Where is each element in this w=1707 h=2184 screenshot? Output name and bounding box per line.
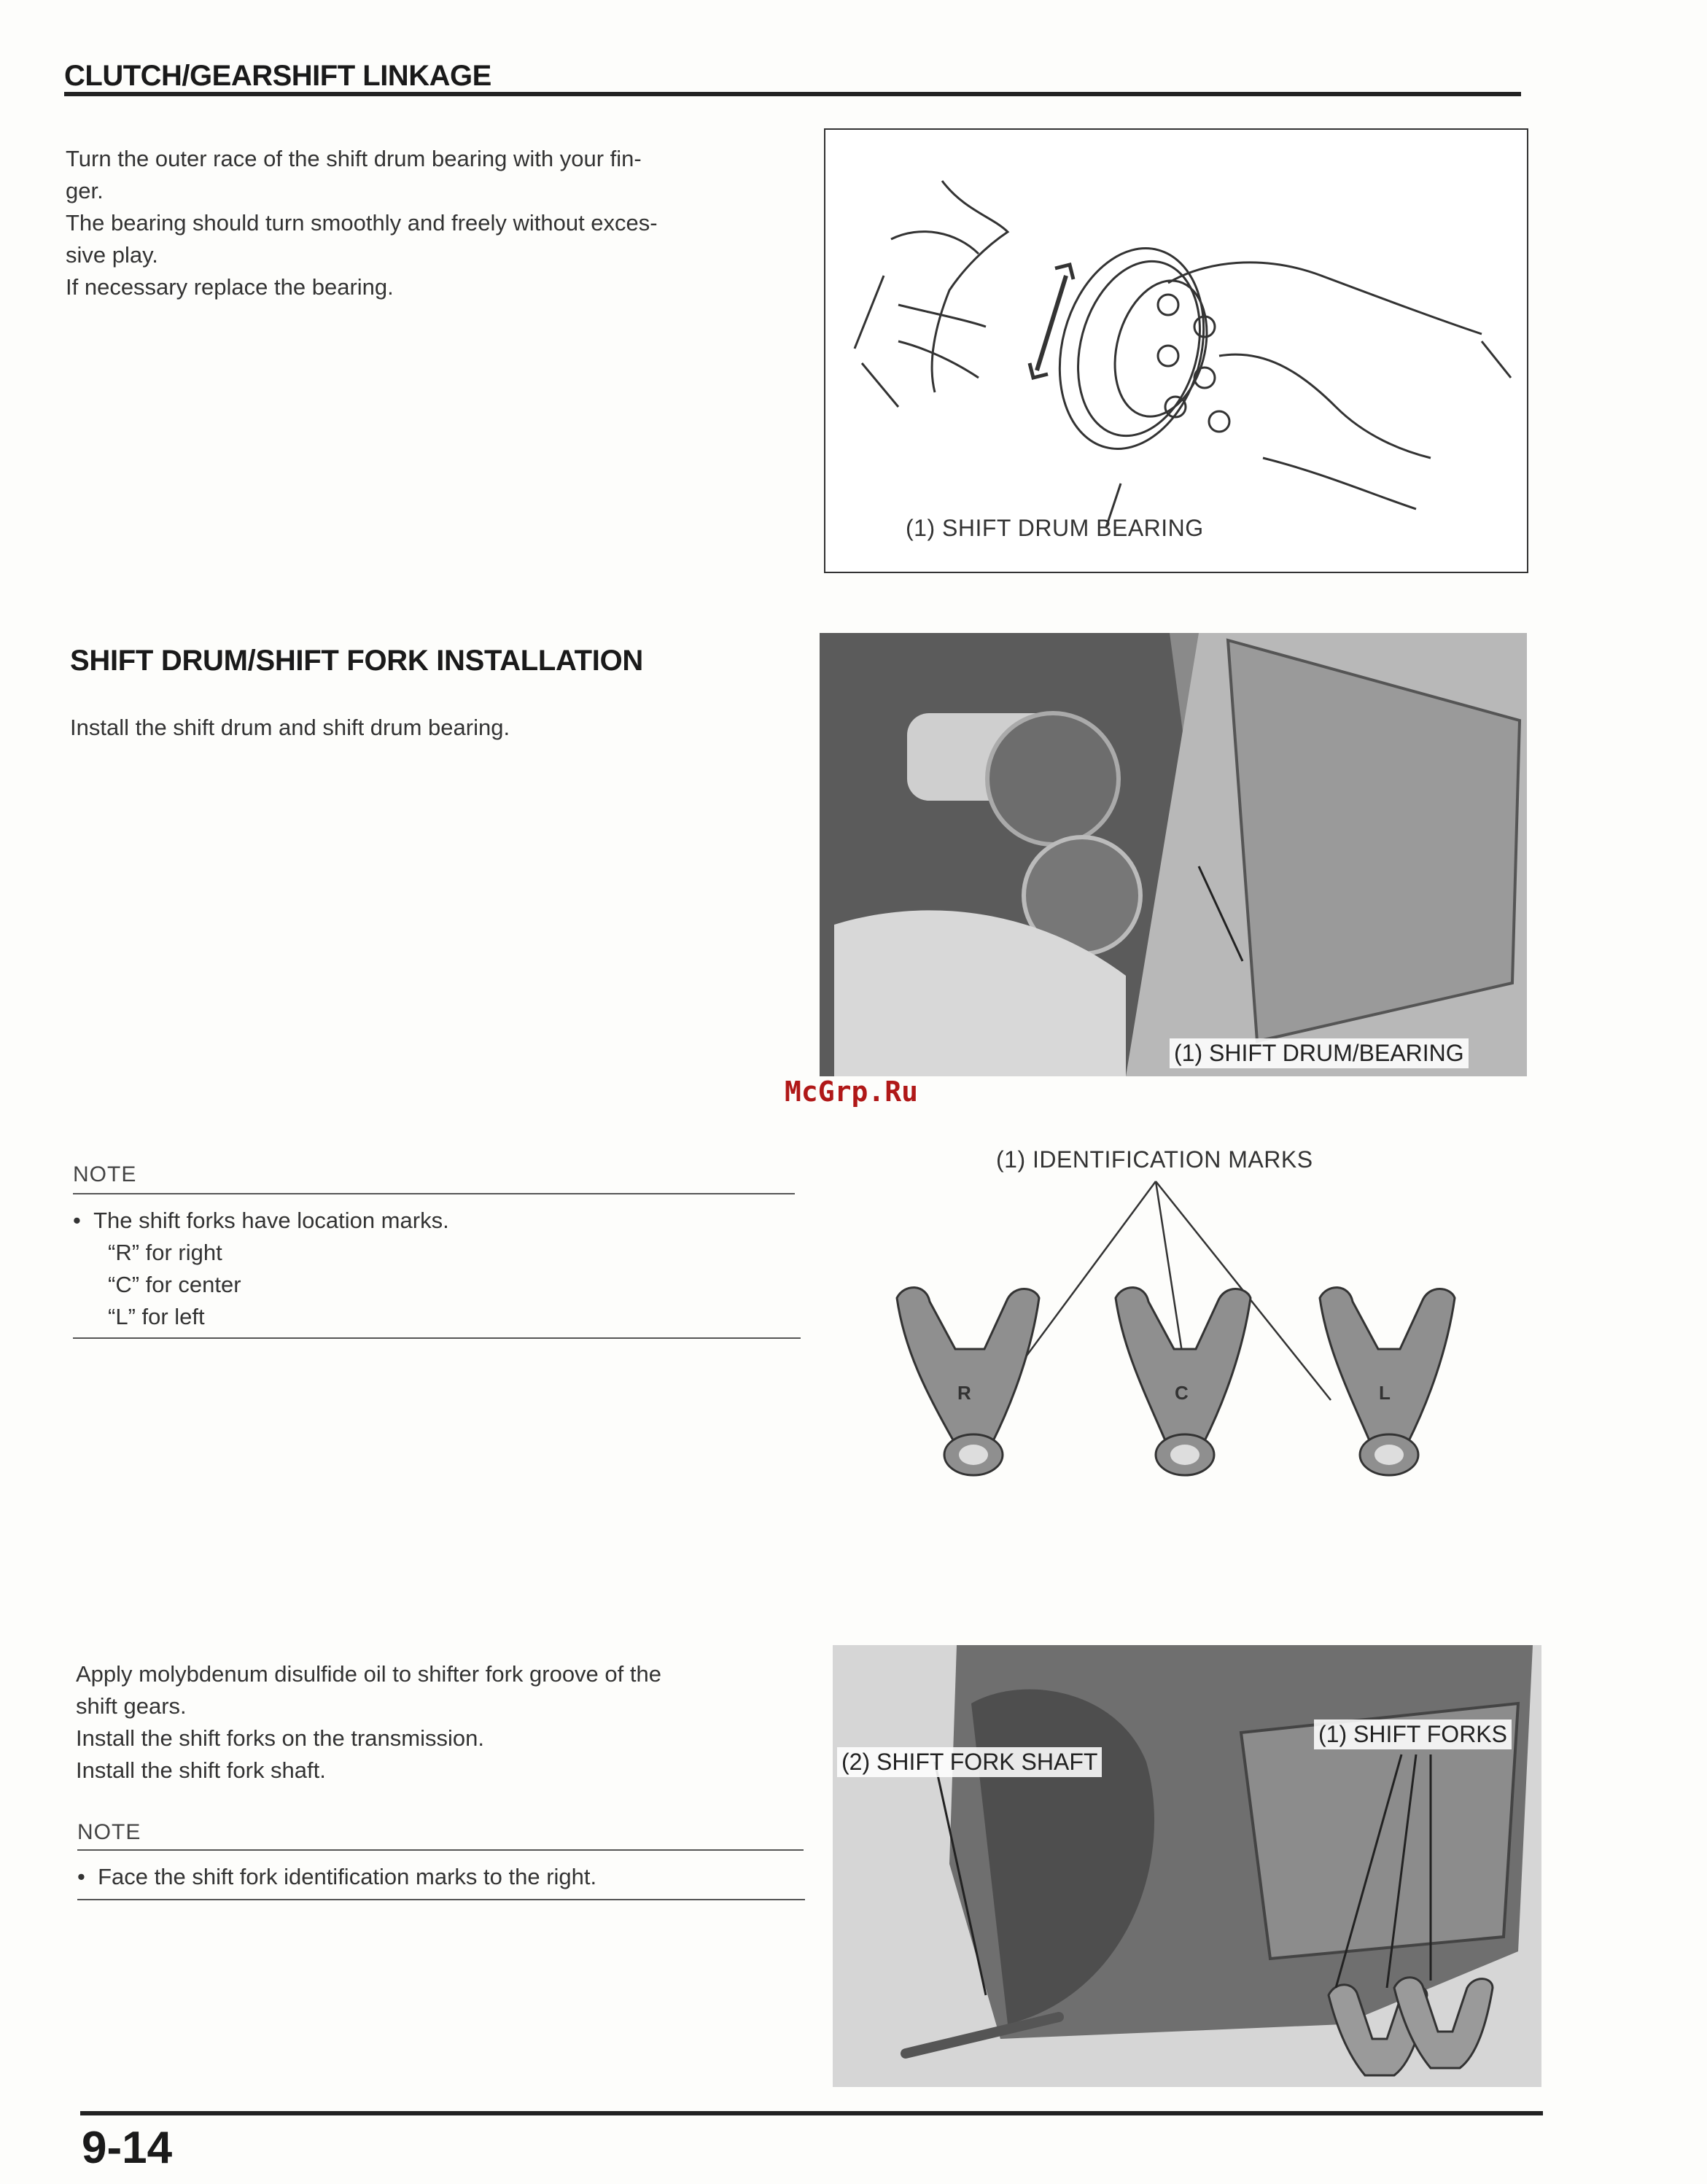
shift-fork-shaft-label: (2) SHIFT FORK SHAFT — [837, 1747, 1102, 1777]
text-line: shift gears. — [76, 1693, 187, 1719]
note-bullet — [77, 1861, 596, 1893]
note-label: NOTE — [77, 1820, 141, 1844]
shift-forks-drawing — [875, 1174, 1502, 1509]
text-line: Install the shift fork shaft. — [76, 1757, 326, 1783]
footer-rule — [80, 2111, 1543, 2115]
watermark: McGrp.Ru — [785, 1076, 919, 1108]
identification-marks-label: (1) IDENTIFICATION MARKS — [996, 1146, 1313, 1173]
note-item-right: “R” for right — [108, 1240, 222, 1265]
fork-mark-c: C — [1175, 1382, 1189, 1404]
shift-forks-photo — [833, 1645, 1541, 2087]
note-rule-top — [77, 1849, 804, 1851]
page-header-title: CLUTCH/GEARSHIFT LINKAGE — [64, 60, 491, 92]
photo-label: (1) SHIFT DRUM/BEARING — [1170, 1038, 1469, 1068]
page-number: 9-14 — [82, 2123, 173, 2173]
note-rule-bottom — [73, 1337, 801, 1339]
fork-mark-l: L — [1379, 1382, 1391, 1404]
bullet-dot: • — [77, 1864, 98, 1889]
bearing-check-text — [66, 143, 809, 303]
section-title: SHIFT DRUM/SHIFT FORK INSTALLATION — [70, 645, 644, 677]
shift-forks-figure — [875, 1174, 1502, 1509]
header-rule — [64, 92, 1521, 96]
note-item-center: “C” for center — [108, 1272, 241, 1297]
text-line: ger. — [66, 178, 104, 203]
bearing-drawing — [825, 130, 1527, 572]
note-label: NOTE — [73, 1162, 137, 1186]
bearing-check-figure — [824, 128, 1528, 573]
figure-label: (1) SHIFT DRUM BEARING — [906, 515, 1204, 541]
note-rule-bottom — [77, 1899, 805, 1900]
text-line: Install the shift forks on the transmission. — [76, 1725, 484, 1751]
text-line: Apply molybdenum disulfide oil to shifter fork groove of the — [76, 1661, 661, 1687]
shift-drum-photo-art — [820, 633, 1527, 1076]
note-bullet-text: Face the shift fork identification marks to the right. — [98, 1864, 597, 1889]
text-line: Turn the outer race of the shift drum bearing with your fin- — [66, 146, 642, 171]
note-item-left: “L” for left — [108, 1304, 205, 1329]
note-rule-top — [73, 1193, 795, 1194]
text-line: If necessary replace the bearing. — [66, 274, 394, 300]
text-line: sive play. — [66, 242, 158, 268]
shift-forks-photo-art — [833, 1645, 1541, 2087]
bullet-dot: • — [73, 1208, 94, 1233]
note-bullet — [73, 1205, 449, 1237]
install-forks-text — [76, 1658, 827, 1787]
text-line: The bearing should turn smoothly and freely without exces- — [66, 210, 658, 236]
note-bullet-text: The shift forks have location marks. — [93, 1208, 449, 1233]
shift-drum-photo — [820, 633, 1527, 1076]
fork-mark-r: R — [957, 1382, 971, 1404]
shift-forks-label: (1) SHIFT FORKS — [1314, 1719, 1512, 1749]
install-drum-text: Install the shift drum and shift drum bearing. — [70, 715, 510, 740]
